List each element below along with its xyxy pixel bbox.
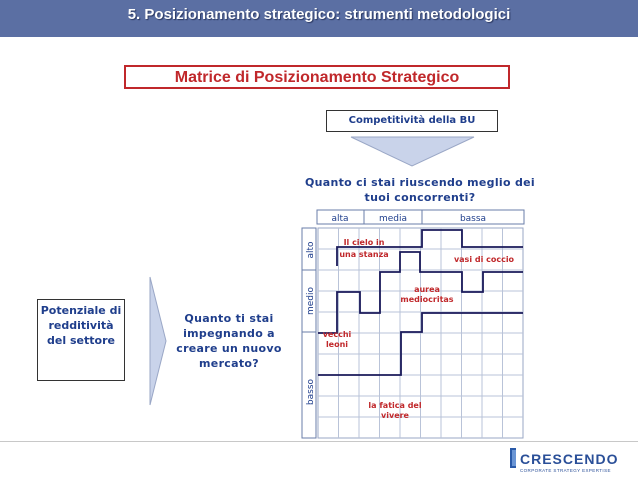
slide-title: 5. Posizionamento strategico: strumenti metodologici: [127, 6, 511, 23]
potenziale-box: Potenziale di redditività del settore: [37, 299, 125, 381]
row-header-alto: alto: [306, 241, 316, 259]
row-header-bar: [302, 228, 316, 438]
question-left: Quanto ti stai impegnando a creare un nuovo mercato?: [176, 312, 282, 370]
footer-divider: [0, 441, 638, 442]
col-header-bassa: bassa: [459, 214, 487, 224]
row-header-basso: basso: [306, 378, 316, 406]
crescendo-logo: [510, 445, 624, 475]
row-header-medio: medio: [306, 286, 316, 316]
region-cielo-line1: Il cielo in: [343, 238, 385, 247]
logo-tagline: CORPORATE STRATEGY EXPERTISE: [520, 468, 611, 473]
region-aurea-line1: aurea: [414, 285, 440, 294]
column-header-bar: [317, 210, 524, 224]
logo-name: CRESCENDO: [520, 451, 619, 467]
region-vasi: vasi di coccio: [453, 255, 515, 264]
region-aurea-line2: mediocritas: [400, 295, 454, 304]
region-cielo-line2: una stanza: [339, 250, 389, 259]
col-header-alta: alta: [331, 214, 349, 224]
down-arrow: [351, 137, 474, 166]
region-vecchi-line1: vecchi: [322, 330, 352, 339]
matrix-title: Matrice di Posizionamento Strategico: [124, 65, 510, 89]
question-top: Quanto ci stai riuscendo meglio dei tuoi concorrenti?: [304, 176, 535, 204]
col-header-media: media: [378, 214, 408, 224]
competitivita-box: Competitività della BU: [326, 110, 498, 132]
right-arrow: [150, 277, 166, 405]
region-vecchi-line2: leoni: [325, 340, 349, 349]
region-fatica-line1: la fatica del: [368, 401, 422, 410]
region-fatica-line2: vivere: [381, 411, 409, 420]
